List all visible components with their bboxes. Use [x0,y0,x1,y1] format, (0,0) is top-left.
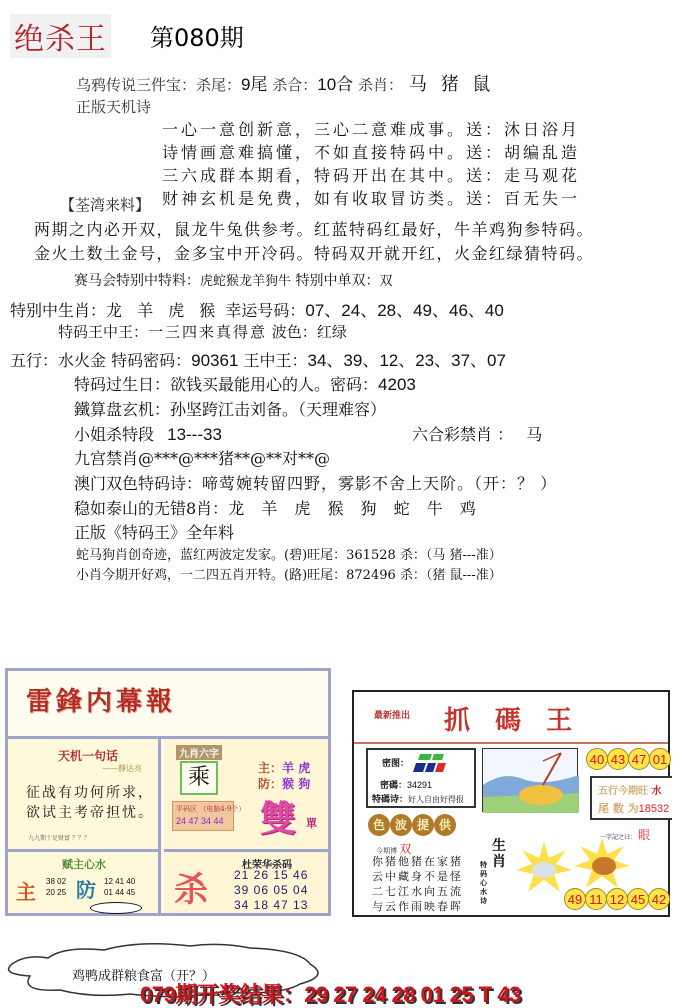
eight-zodiac-row [74,496,482,519]
kill-row: 21 26 15 46 [234,868,309,882]
single-char: 單 [306,817,317,830]
bottom-balls [564,888,670,912]
oval-icon [90,902,142,914]
macau-label: 澳门双色特码诗： [74,474,203,493]
wave-value: 红绿 [316,323,347,341]
lucky-value: 07、24、28、49、46、40 [305,301,504,320]
forbidden-value: 马 [526,425,543,444]
kill-combo: 10合 [317,75,354,94]
kill-seg-value: 13---33 [167,425,222,444]
oracle-panel [8,739,161,849]
number-ball: 40 [586,748,608,770]
poem-line: 财神玄机是免费，如有收取冒访类。送：百无失一 [162,189,581,208]
issue-number: 第080期 [150,24,244,52]
king-value: 一三四来真得意 [148,323,268,341]
map-label: 密图： [382,759,410,769]
section-tag: 【荃湾来料】 [60,196,151,214]
five-elem-row [10,346,506,371]
odd-even-value: 双 [379,274,393,289]
birthday-value: 欲钱买最能用心的人。 [170,375,331,394]
birthday-label: 特码过生日： [74,375,171,394]
poem-row: 特碼诗：好人自由好得报 [372,795,465,805]
special-zodiac-row [10,296,504,321]
secret-label: 特码密码： [106,351,192,370]
poem-line: 三六成群本期看，特码开出在其中。送：走马观花 [162,166,581,185]
guard-zodiac: 防：猴 狗 [258,777,311,791]
five-elem-label: 五行： [10,351,59,370]
zodiac-label: 杀肖： [353,76,403,94]
tail-row: 尾 数 为18532 [598,802,670,815]
abacus-label: 鐵算盘玄机： [74,400,171,419]
leifeng-title: 雷鋒内幕報 [26,687,177,717]
tail-line: 蛇马狗肖创奇迹，蓝红两波定发家。(碧)旺尾：361528 杀：（马 猪---准） [76,548,502,563]
oracle-sign: ——靜达亮 [102,764,142,773]
guard-nums: 12 41 40 01 44 45 [104,877,136,897]
eight-value: 龙 羊 虎 猴 狗 蛇 牛 鸡 [228,499,482,518]
number-ball: 49 [564,888,586,910]
main-zodiac: 主：羊 虎 [258,761,311,775]
kill-title: 杜荣华杀码 [242,860,292,871]
leifeng-header [8,671,328,739]
flat-nums: 24 47 34 44 [176,816,224,826]
kill-seg-label: 小姐杀特段 [74,425,155,444]
seal-icon: 提 [412,814,434,836]
wave-label: 波色： [267,323,317,341]
crow-line [76,70,494,96]
para-block [34,218,594,266]
kill-char: 杀 [174,870,208,910]
one-word-row: 一字記之曰： 眼 [600,828,650,842]
tail-line: 小肖今期开好鸡，一二四五肖开特。(路)旺尾：872496 杀：（猪 鼠---准） [76,568,502,583]
char-box: 乘 [180,761,218,795]
right-poem-line: 与云作雨映春晖 [372,900,463,913]
zodiac-vert: 生肖 [492,838,506,870]
number-ball: 11 [585,888,607,910]
heart-title: 赋主心水 [62,858,106,871]
kill-zodiac: 马 猪 鼠 [408,74,495,95]
right-poem-line: 二七江水向五流 [372,885,463,898]
flat-label: 平码区 （电脑4-9个） [176,805,246,813]
right-poem [372,854,463,914]
poem-title: 正版天机诗 [76,98,152,116]
kill-panel [164,849,328,913]
horse-club-label: 赛马会特别中特料： [74,273,200,289]
birthday-row [74,372,416,395]
logo-icon [412,754,446,780]
special-zodiac-value: 龙 羊 虎 猴 [106,301,221,320]
para-line: 两期之内必开双，鼠龙牛兔供参考。红蓝特码红最好，牛羊鸡狗参特码。 [34,220,595,239]
lottery-result: 079期开奖结果：29 27 24 28 01 25 T 43 [140,982,521,1007]
new-tag: 最新推出 [374,711,411,721]
lucky-label: 幸运号码： [220,301,306,320]
poem-line: 诗情画意难搞懂，不如直接特码中。送：胡编乱造 [162,143,581,162]
macau-value: 啼莺婉转留四野，雾影不舍上天阶。（开：？ ） [202,474,558,493]
oracle-line: 欲试主考帝担忧。 [26,805,154,821]
poem-line: 一心一意创新意，三心二意难成事。送：沐日浴月 [162,120,581,139]
right-poem-line: 你猪他猪在家猪 [372,855,463,868]
kill-row: 39 06 05 04 [234,883,309,897]
macau-row [74,471,557,494]
oracle-text [26,783,154,823]
secret-value: 90361 [191,351,239,370]
abacus-value: 孙坚跨江击刘备。（天理难容） [170,400,387,419]
six-char-panel [164,739,328,849]
forbidden-label: 六合彩禁肖 ： [412,425,514,444]
heart-panel [8,849,161,913]
poem-block [162,118,580,210]
kill-segment-row [74,422,222,445]
abacus-row [74,397,386,420]
number-ball: 01 [649,748,671,770]
seal-icon: 供 [434,814,456,836]
cloud-text: 鸡鸭成群粮食富（开？） [72,969,216,984]
horse-club-row [74,270,392,290]
elem-box [590,776,672,820]
zhuamawang-title: 抓 碼 王 [444,706,581,736]
number-ball: 47 [628,748,650,770]
kill-tail: 9尾 [241,75,268,94]
eight-label: 稳如泰山的无错8肖： [74,499,229,518]
five-elem-value: 水火金 [58,351,107,370]
zhuamawang-card [352,690,670,917]
oracle-foot: 九九期十足财富 ？？？ [28,835,90,842]
leifeng-card [5,668,331,916]
this-period: 今期博 双 [376,842,412,856]
kill-nums [234,868,308,913]
vert-note: 特码心水诗 [480,860,487,905]
oracle-title: 天机一句话 [58,749,119,763]
pwd-value: 4203 [378,375,416,394]
combo-label: 杀合： [267,76,318,94]
six-title: 九肖六字 [176,745,222,760]
seal-icon: 色 [368,814,390,836]
para-line: 金火土数土金号，金多宝中开冷码。特码双开就开红，火金红绿猜特码。 [34,244,595,263]
main-big: 主 [16,880,36,904]
number-ball: 45 [627,888,649,910]
special-zodiac-label: 特别中生肖： [10,301,107,320]
main-nums: 38 02 20 25 [46,877,67,897]
king-label: 特码王中王： [58,323,149,341]
horse-club-value: 虎蛇猴龙羊狗牛 [200,274,292,289]
secret-box [366,748,476,808]
fishing-cartoon-icon [483,749,579,813]
number-ball: 42 [648,888,670,910]
kill-row: 34 18 47 13 [234,898,309,912]
seal-icon: 波 [390,814,412,836]
guard-big: 防 [76,878,96,902]
flat-box [172,801,246,831]
elem-row: 五行今期旺 水 [598,786,662,797]
oracle-line: 征战有功何所求， [26,785,154,801]
kk-label: 王中王： [238,351,308,370]
code-row: 密碼：34291 [380,780,433,791]
kk-value: 34、39、12、23、37、07 [307,351,506,370]
forbidden-row [412,422,542,445]
crow-label: 乌鸦传说三件宝：杀尾： [76,76,242,94]
cartoon-image [482,748,578,812]
king-row [58,321,347,342]
pwd-label: 密码： [330,375,379,394]
tail-block [76,546,502,586]
top-balls [586,748,670,772]
brand-title: 绝杀王 [10,14,111,58]
nine-palace-row: 九宫禁肖@***@***猪**@**对**@ [74,449,331,468]
zhuamawang-header [354,692,668,744]
odd-even-label: 特别中单双： [291,273,380,289]
double-char: 雙 [260,798,297,840]
right-poem-line: 云中藏身不是怪 [372,870,463,883]
number-ball: 12 [606,888,628,910]
annual-row: 正版《特码王》全年料 [74,523,235,542]
number-ball: 43 [607,748,629,770]
